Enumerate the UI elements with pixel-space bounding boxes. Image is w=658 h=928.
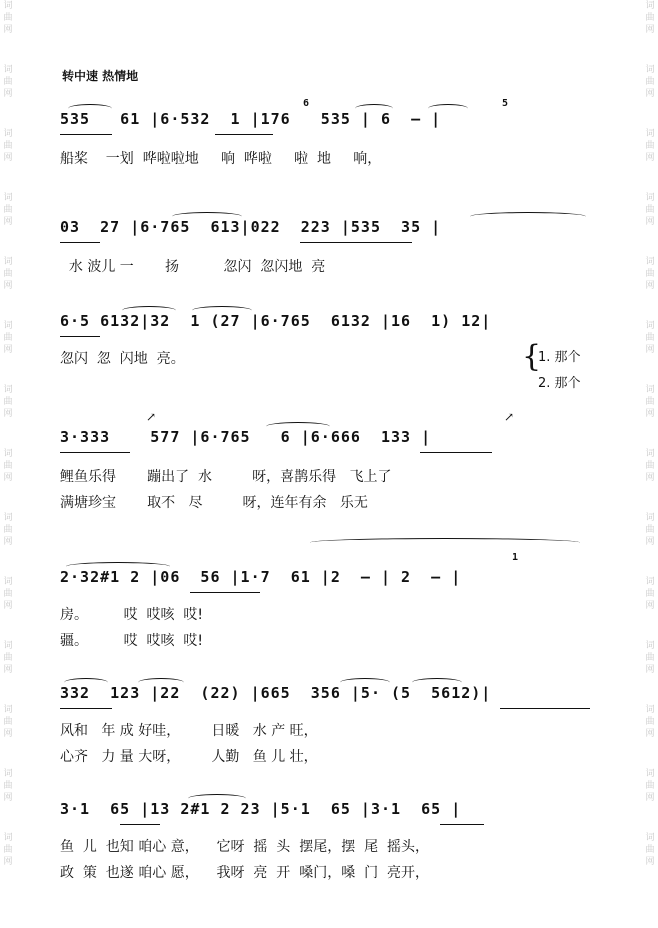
- watermark-item: 词 曲 网: [645, 129, 655, 163]
- watermark-item: 词 曲 网: [3, 385, 13, 419]
- watermark-item: 词 曲 网: [3, 1, 13, 35]
- watermark-item: 词 曲 网: [645, 833, 655, 867]
- watermark-item: 词 曲 网: [3, 577, 13, 611]
- watermark-item: 词 曲 网: [3, 705, 13, 739]
- slur-mark: [470, 212, 586, 221]
- lyric-verse-2: 疆。 哎 哎咳 哎!: [60, 633, 204, 649]
- underline-beam: [60, 708, 112, 709]
- lyric-verse-1: 忽闪 忽 闪地 亮。: [60, 351, 185, 367]
- watermark-item: 词 曲 网: [3, 449, 13, 483]
- lyric-verse-2: 满塘珍宝 取不 尽 呀，连年有余 乐无: [60, 495, 368, 511]
- underline-beam: [60, 242, 100, 243]
- verse-label-2: 2. 那个: [538, 376, 581, 391]
- underline-beam: [60, 336, 100, 337]
- underline-beam: [60, 134, 112, 135]
- slur-mark: [355, 104, 393, 113]
- watermark-item: 词 曲 网: [645, 449, 655, 483]
- watermark-item: 词 曲 网: [3, 641, 13, 675]
- underline-beam: [60, 452, 130, 453]
- watermark-item: 词 曲 网: [3, 193, 13, 227]
- watermark-item: 词 曲 网: [645, 577, 655, 611]
- grace-note: 5: [502, 98, 509, 109]
- underline-beam: [190, 592, 260, 593]
- underline-beam: [420, 452, 492, 453]
- notation-row: 3·1 65 |13 2#1 2 23 |5·1 65 |3·1 65 |: [60, 800, 462, 818]
- verse-label-1: 1. 那个: [538, 350, 581, 365]
- underline-beam: [440, 824, 484, 825]
- notation-row: 6·5 6132|32 1 (27 |6·765 6132 |16 1) 12|: [60, 312, 492, 330]
- notation-row: 2·32#1 2 |06 56 |1·7 61 |2 — | 2 — |: [60, 568, 462, 586]
- slur-mark: [66, 562, 170, 571]
- underline-beam: [300, 242, 412, 243]
- watermark-item: 词 曲 网: [645, 193, 655, 227]
- breath-mark-icon: ↗: [504, 410, 515, 424]
- lyric-verse-1: 鱼 儿 也知 咱心 意， 它呀 摇 头 摆尾，摆 尾 摇头，: [60, 839, 430, 855]
- watermark-item: 词 曲 网: [645, 641, 655, 675]
- lyric-verse-2: 心齐 力 量 大呀， 人勤 鱼 儿 壮，: [60, 749, 318, 765]
- underline-beam: [120, 824, 160, 825]
- grace-note: 6: [303, 98, 310, 109]
- watermark-item: 词 曲 网: [645, 769, 655, 803]
- breath-mark-icon: ↗: [146, 410, 157, 424]
- watermark-item: 词 曲 网: [3, 321, 13, 355]
- watermark-item: 词 曲 网: [3, 129, 13, 163]
- watermark-item: 词 曲 网: [645, 513, 655, 547]
- watermark-item: 词 曲 网: [3, 769, 13, 803]
- slur-mark: [266, 422, 330, 431]
- slur-mark: [68, 104, 112, 113]
- watermark-item: 词 曲 网: [3, 65, 13, 99]
- underline-beam: [500, 708, 590, 709]
- notation-row: 03 27 |6·765 613|022 223 |535 35 |: [60, 218, 442, 236]
- lyric-verse-1: 房。 哎 哎咳 哎!: [60, 607, 204, 623]
- slur-mark: [412, 678, 462, 687]
- lyric-verse-1: 水 波儿 一 扬 忽闪 忽闪地 亮: [60, 259, 326, 275]
- notation-row: 535 61 |6·532 1 |176 535 | 6 — |: [60, 110, 442, 128]
- slur-mark: [310, 538, 580, 547]
- watermark-item: 词 曲 网: [645, 321, 655, 355]
- slur-mark: [192, 306, 252, 315]
- watermark-item: 词 曲 网: [3, 513, 13, 547]
- tempo-marking: 转中速 热情地: [62, 69, 139, 83]
- underline-beam: [215, 134, 273, 135]
- watermark-item: 词 曲 网: [645, 705, 655, 739]
- lyric-verse-2: 政 策 也遂 咱心 愿， 我呀 亮 开 嗓门，嗓 门 亮开，: [60, 865, 430, 881]
- lyric-verse-1: 风和 年 成 好哇， 日暖 水 产 旺，: [60, 723, 318, 739]
- notation-row: 3·333 577 |6·765 6 |6·666 133 |: [60, 428, 432, 446]
- slur-mark: [172, 212, 242, 221]
- slur-mark: [122, 306, 176, 315]
- slur-mark: [340, 678, 390, 687]
- watermark-item: 词 曲 网: [3, 257, 13, 291]
- slur-mark: [64, 678, 108, 687]
- watermark-item: 词 曲 网: [645, 1, 655, 35]
- verse-brace: {: [522, 339, 542, 374]
- slur-mark: [428, 104, 468, 113]
- watermark-item: 词 曲 网: [3, 833, 13, 867]
- lyric-verse-1: 鲤鱼乐得 蹦出了 水 呀，喜鹊乐得 飞上了: [60, 469, 392, 485]
- slur-mark: [138, 678, 184, 687]
- watermark-item: 词 曲 网: [645, 385, 655, 419]
- watermark-right: [642, 0, 658, 928]
- lyric-verse-1: 船桨 一划 哗啦啦地 响 哗啦 啦 地 响，: [60, 151, 382, 167]
- notation-row: 332 123 |22 (22) |665 356 |5· (5 5612)|: [60, 684, 492, 702]
- watermark-left: [0, 0, 16, 928]
- grace-note: 1: [512, 552, 519, 563]
- watermark-item: 词 曲 网: [645, 65, 655, 99]
- watermark-item: 词 曲 网: [645, 257, 655, 291]
- slur-mark: [188, 794, 246, 803]
